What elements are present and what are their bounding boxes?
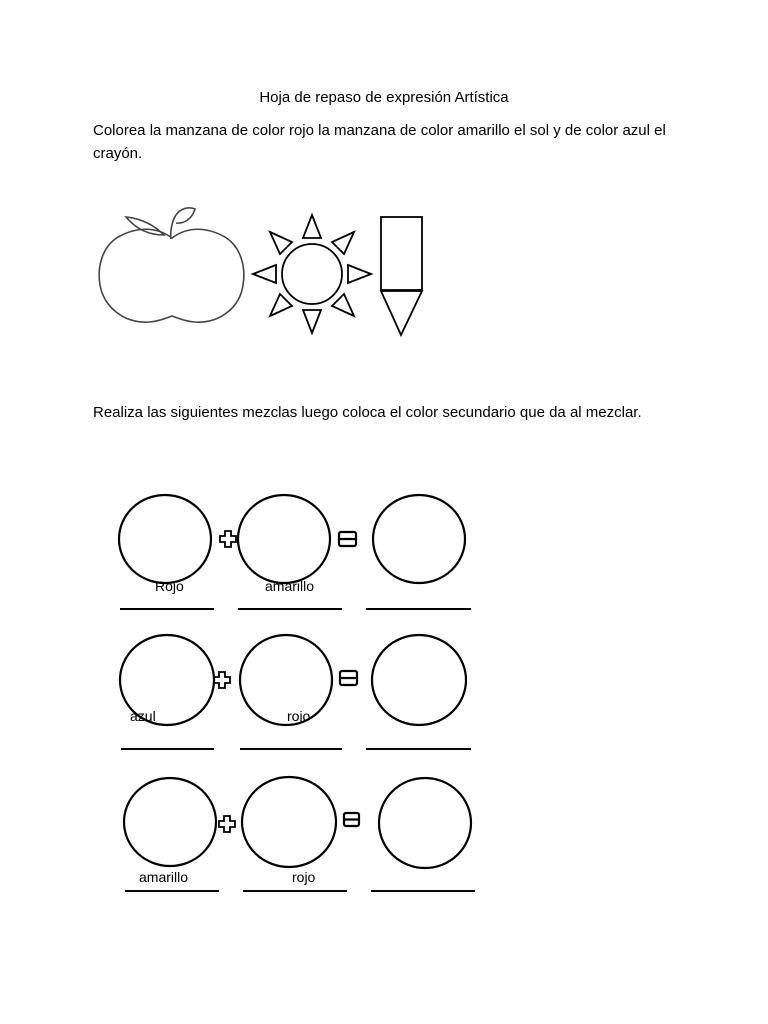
mix-row-3 — [115, 776, 485, 870]
mix-2-label-1: azul — [130, 708, 156, 724]
equals-sign — [344, 813, 359, 826]
result-circle — [373, 495, 465, 583]
sun-illustration — [250, 212, 374, 336]
answer-line — [121, 748, 214, 750]
worksheet-title: Hoja de repaso de expresión Artística — [259, 89, 509, 106]
answer-line — [366, 748, 471, 750]
mix-2-label-2: rojo — [287, 708, 311, 724]
answer-line — [371, 890, 475, 892]
plus-sign — [219, 816, 235, 832]
color-circle-1 — [119, 495, 211, 583]
color-circle-2 — [238, 495, 330, 583]
color-circle-2 — [240, 635, 332, 725]
result-circle — [379, 778, 471, 868]
result-circle — [372, 635, 466, 725]
coloring-instruction: Colorea la manzana de color rojo la manzana de color amarillo el sol y de color azul el crayón. — [93, 122, 666, 162]
answer-line — [243, 890, 347, 892]
color-circle-1 — [124, 778, 216, 866]
answer-line — [125, 890, 219, 892]
color-circle-2 — [242, 777, 336, 867]
mix-1-label-2: amarillo — [265, 578, 315, 594]
answer-line — [120, 608, 214, 610]
apple-illustration — [96, 203, 248, 329]
mixing-instruction: Realiza las siguientes mezclas luego coloca el color secundario que da al mezclar. — [93, 404, 642, 421]
answer-line — [240, 748, 342, 750]
answer-line — [366, 608, 471, 610]
plus-sign — [214, 672, 230, 688]
mix-1-label-1: Rojo — [155, 578, 184, 594]
crayon-illustration — [379, 214, 427, 338]
answer-line — [238, 608, 342, 610]
mix-3-label-1: amarillo — [139, 869, 189, 885]
equals-sign — [339, 532, 356, 546]
equals-sign — [340, 671, 357, 685]
mix-3-label-2: rojo — [292, 869, 316, 885]
plus-sign — [220, 531, 236, 547]
mix-row-1 — [110, 494, 480, 586]
